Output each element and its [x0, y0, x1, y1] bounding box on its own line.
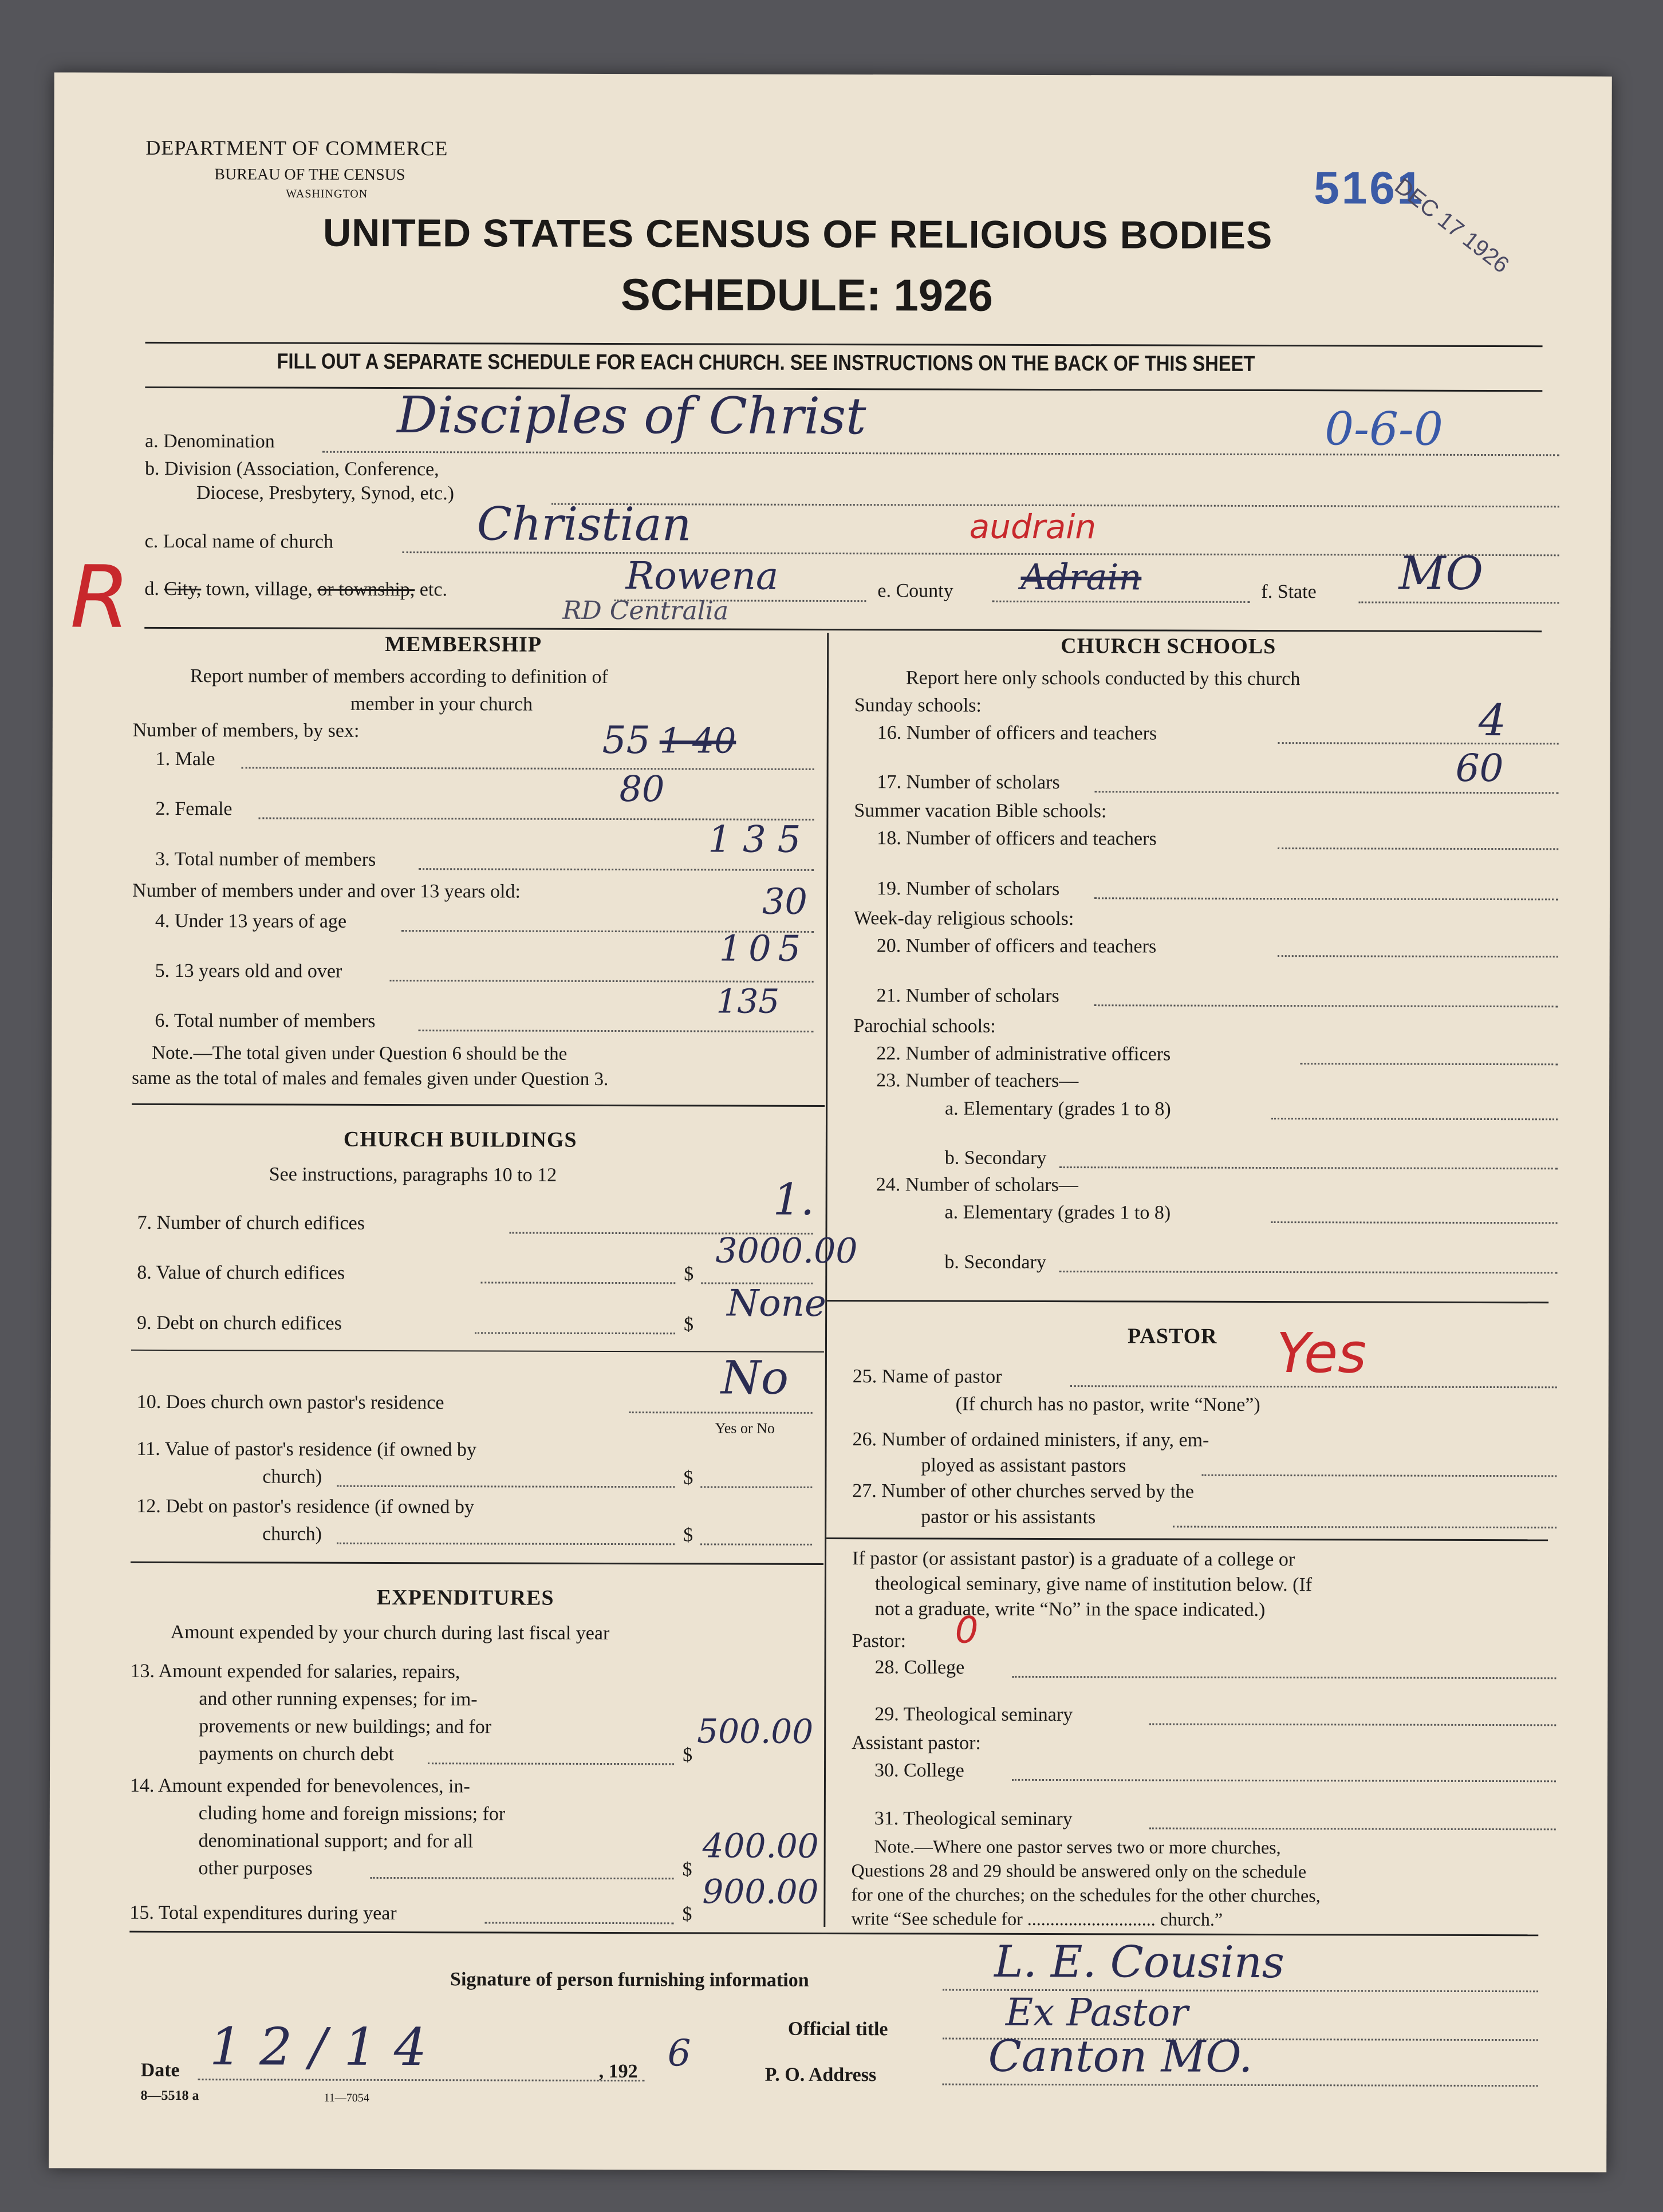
column-divider	[823, 633, 829, 1927]
q16-value[interactable]: 4	[1478, 694, 1507, 746]
q4-label: 4. Under 13 years of age	[155, 910, 347, 932]
q12-amount-line	[700, 1543, 812, 1545]
summer-schools-label: Summer vacation Bible schools:	[854, 800, 1107, 822]
graduate-instruction: If pastor (or assistant pastor) is a graduate of a college or	[852, 1548, 1295, 1571]
q19-line	[1094, 897, 1558, 900]
q26-line	[1201, 1474, 1556, 1477]
q6-line	[418, 1030, 813, 1032]
form-title: UNITED STATES CENSUS OF RELIGIOUS BODIES	[322, 211, 1273, 258]
buildings-intro: See instructions, paragraphs 10 to 12	[269, 1164, 557, 1186]
q12-label: 12. Debt on pastor's residence (if owned by	[136, 1495, 474, 1518]
q12-dollar: $	[683, 1524, 693, 1546]
q8-line	[480, 1282, 675, 1284]
q14-label-4: other purposes	[198, 1858, 313, 1879]
q22-line	[1300, 1063, 1558, 1065]
buildings-heading: CHURCH BUILDINGS	[343, 1127, 577, 1152]
q8-value[interactable]: 3000.00	[715, 1231, 858, 1272]
town-label-city: City,	[164, 578, 202, 600]
q10-value[interactable]: No	[720, 1351, 789, 1405]
q24-label: 24. Number of scholars—	[876, 1174, 1078, 1196]
q19-label: 19. Number of scholars	[877, 878, 1060, 900]
print-number: 11—7054	[324, 2091, 369, 2104]
schools-intro: Report here only schools conducted by this church	[905, 667, 1301, 690]
state-line	[1358, 601, 1559, 604]
pastor-label: Pastor:	[852, 1630, 907, 1652]
expenditures-intro: Amount expended by your church during last fiscal year	[170, 1621, 610, 1644]
q1-line	[242, 767, 814, 770]
q1-struck-value: 1 40	[659, 721, 736, 762]
q29-label: 29. Theological seminary	[874, 1704, 1073, 1726]
date-year-prefix: , 192	[598, 2060, 638, 2083]
q17-value[interactable]: 60	[1455, 746, 1504, 791]
q18-label: 18. Number of officers and teachers	[877, 827, 1157, 850]
q13-label: 13. Amount expended for salaries, repairs,	[130, 1660, 460, 1683]
q15-label: 15. Total expenditures during year	[129, 1902, 397, 1925]
po-address-line	[943, 2084, 1538, 2087]
date-label: Date	[140, 2059, 180, 2081]
town-value-2: RD Centralia	[562, 596, 729, 626]
schools-divider	[827, 1300, 1548, 1303]
q13-line	[428, 1762, 674, 1765]
denomination-code: 0-6-0	[1325, 402, 1444, 456]
q28-line	[1012, 1676, 1556, 1679]
schools-heading: CHURCH SCHOOLS	[1061, 634, 1276, 659]
q24a-line	[1271, 1221, 1558, 1224]
pastor-note-4: write “See schedule for ............................ church.”	[851, 1908, 1223, 1930]
po-address-label: P. O. Address	[764, 2064, 877, 2086]
q30-line	[1012, 1779, 1556, 1782]
q3-value[interactable]: 135	[708, 818, 813, 861]
local-name-label: c. Local name of church	[144, 530, 334, 553]
official-title-label: Official title	[787, 2018, 888, 2040]
q10-line	[629, 1411, 813, 1414]
q24b-line	[1059, 1271, 1557, 1273]
received-date-stamp: DEC 17 1926	[1390, 173, 1514, 278]
graduate-instruction-2: theological seminary, give name of institution below. (If	[874, 1573, 1313, 1596]
section-divider-bottom	[129, 1931, 1538, 1936]
q2-value[interactable]: 80	[619, 768, 665, 810]
q23b-label: b. Secondary	[944, 1147, 1047, 1169]
q9-dollar: $	[684, 1314, 694, 1335]
date-line	[198, 2079, 645, 2081]
q14-label: 14. Amount expended for benevolences, in-	[129, 1775, 470, 1797]
pastor-note-2: Questions 28 and 29 should be answered only on the schedule	[851, 1860, 1307, 1882]
bureau-name: BUREAU OF THE CENSUS	[214, 165, 405, 184]
q14-label-2: cluding home and foreign missions; for	[198, 1803, 506, 1825]
pastor-note: Note.—Where one pastor serves two or more churches,	[874, 1836, 1281, 1858]
q1-value[interactable]: 55	[602, 717, 651, 763]
form-number: 8—5518 a	[140, 2088, 199, 2104]
q13-dollar: $	[683, 1744, 693, 1766]
county-correction: audrain	[969, 507, 1097, 547]
q25-hint: (If church has no pastor, write “None”)	[955, 1393, 1260, 1415]
q3-label: 3. Total number of members	[155, 848, 376, 870]
parochial-schools-label: Parochial schools:	[853, 1015, 996, 1037]
section-divider-top	[144, 627, 1542, 632]
q11-line	[337, 1485, 675, 1488]
q12-label-cont: church)	[262, 1523, 322, 1545]
town-value[interactable]: Rowena	[625, 554, 779, 598]
q5-label: 5. 13 years old and over	[155, 960, 342, 982]
membership-note-cont: same as the total of males and females given under Question 3.	[132, 1067, 609, 1090]
q20-label: 20. Number of officers and teachers	[876, 935, 1157, 957]
town-label	[144, 575, 447, 604]
signature-label: Signature of person furnishing information	[450, 1969, 809, 1991]
official-title-value[interactable]: Ex Pastor	[1005, 1990, 1188, 2035]
q24a-label: a. Elementary (grades 1 to 8)	[944, 1201, 1171, 1224]
denomination-value[interactable]: Disciples of Christ	[397, 385, 866, 446]
q23a-label: a. Elementary (grades 1 to 8)	[945, 1098, 1171, 1120]
division-label: b. Division (Association, Conference,	[144, 458, 439, 480]
q1-label: 1. Male	[155, 748, 215, 770]
q29-line	[1149, 1723, 1556, 1726]
members-by-sex-label: Number of members, by sex:	[132, 719, 360, 742]
q25-line	[1070, 1385, 1557, 1388]
q17-label: 17. Number of scholars	[877, 771, 1060, 794]
q13-label-2: and other running expenses; for im-	[199, 1688, 478, 1710]
q18-line	[1278, 847, 1558, 850]
q10-label: 10. Does church own pastor's residence	[136, 1391, 444, 1414]
assistant-pastor-label: Assistant pastor:	[852, 1732, 981, 1754]
pastor-heading: PASTOR	[1127, 1324, 1217, 1349]
po-address-value[interactable]: Canton MO.	[988, 2030, 1253, 2082]
q14-dollar: $	[682, 1859, 692, 1880]
q10-hint: Yes or No	[715, 1420, 775, 1437]
membership-intro-cont: member in your church	[350, 693, 533, 715]
q22-label: 22. Number of administrative officers	[876, 1043, 1171, 1065]
q21-line	[1094, 1004, 1558, 1007]
q25-label: 25. Name of pastor	[852, 1366, 1002, 1387]
sunday-schools-label: Sunday schools:	[854, 695, 982, 716]
census-schedule-sheet	[49, 72, 1612, 2172]
q21-label: 21. Number of scholars	[876, 985, 1059, 1007]
q4-value[interactable]: 30	[762, 880, 808, 922]
local-name-value[interactable]: Christian	[476, 497, 692, 551]
membership-heading: MEMBERSHIP	[385, 632, 542, 657]
q20-line	[1278, 955, 1558, 957]
department-name: DEPARTMENT OF COMMERCE	[145, 136, 448, 160]
q9-label: 9. Debt on church edifices	[137, 1312, 342, 1334]
q9-divider	[131, 1350, 824, 1353]
q24b-label: b. Secondary	[944, 1251, 1046, 1273]
q31-line	[1149, 1827, 1556, 1830]
membership-divider	[132, 1103, 825, 1107]
county-label: e. County	[877, 580, 953, 602]
local-name-line	[403, 551, 1559, 556]
q9-line	[475, 1332, 675, 1334]
division-label-cont: Diocese, Presbytery, Synod, etc.)	[196, 482, 454, 504]
date-year-value[interactable]: 6	[667, 2032, 691, 2075]
q6-label: 6. Total number of members	[155, 1010, 376, 1032]
q11-dollar: $	[683, 1467, 693, 1489]
pastor-grad-value[interactable]: 0	[955, 1609, 979, 1652]
city-name: WASHINGTON	[286, 187, 368, 200]
q8-label: 8. Value of church edifices	[137, 1261, 345, 1284]
form-subtitle: SCHEDULE: 1926	[620, 269, 994, 321]
denomination-label: a. Denomination	[145, 430, 275, 452]
q3-line	[419, 868, 814, 871]
expenditures-heading: EXPENDITURES	[376, 1585, 554, 1610]
county-value[interactable]: Adrain	[1020, 555, 1142, 598]
date-value[interactable]: 12/14	[209, 2017, 444, 2078]
q11-label-cont: church)	[262, 1466, 322, 1488]
q27-line	[1173, 1526, 1556, 1529]
town-label-etc: etc.	[419, 579, 448, 601]
q15-value[interactable]: 900.00	[702, 1872, 819, 1911]
q23-label: 23. Number of teachers—	[876, 1070, 1079, 1092]
graduate-instruction-3: not a graduate, write “No” in the space indicated.)	[874, 1598, 1266, 1620]
q26-label-cont: ployed as assistant pastors	[921, 1454, 1126, 1477]
town-label-d: d.	[144, 578, 159, 600]
town-label-or: or township,	[317, 578, 415, 601]
membership-intro: Report number of members according to definition of	[190, 665, 608, 688]
q30-label: 30. College	[874, 1760, 964, 1781]
q13-value[interactable]: 500.00	[697, 1712, 814, 1751]
town-label-mid: town, village,	[206, 578, 313, 600]
margin-mark-r: R	[70, 547, 130, 648]
q26-label: 26. Number of ordained ministers, if any, em-	[852, 1429, 1209, 1451]
pastor-divider	[826, 1537, 1548, 1541]
q12-line	[337, 1543, 675, 1545]
q8-dollar: $	[684, 1263, 694, 1285]
q17-line	[1095, 791, 1559, 794]
q13-label-4: payments on church debt	[199, 1743, 395, 1765]
q28-label: 28. College	[874, 1657, 965, 1678]
q25-value[interactable]: Yes	[1276, 1321, 1367, 1386]
weekday-schools-label: Week-day religious schools:	[853, 908, 1074, 930]
q15-line	[484, 1922, 673, 1924]
q5-value[interactable]: 105	[719, 927, 808, 969]
q27-label: 27. Number of other churches served by the	[852, 1480, 1195, 1503]
members-by-age-label: Number of members under and over 13 years old:	[132, 880, 521, 902]
signature-value[interactable]: L. E. Cousins	[994, 1935, 1284, 1988]
q7-label: 7. Number of church edifices	[137, 1212, 365, 1234]
q6-value[interactable]: 135	[716, 981, 780, 1021]
q7-value[interactable]: 1.	[773, 1173, 815, 1225]
stamp-number: 5161	[1314, 162, 1425, 214]
q27-label-cont: pastor or his assistants	[921, 1506, 1096, 1528]
q14-line	[371, 1877, 674, 1879]
q2-label: 2. Female	[155, 798, 232, 820]
buildings-divider	[131, 1562, 823, 1565]
q9-value[interactable]: None	[727, 1282, 826, 1325]
q11-amount-line	[700, 1486, 812, 1488]
q31-label: 31. Theological seminary	[874, 1808, 1073, 1830]
q23a-line	[1271, 1118, 1558, 1120]
state-label: f. State	[1261, 581, 1317, 603]
county-line	[992, 601, 1250, 603]
pastor-note-3: for one of the churches; on the schedules for the other churches,	[851, 1884, 1321, 1906]
q14-value[interactable]: 400.00	[702, 1826, 819, 1866]
q16-line	[1278, 742, 1559, 744]
q15-dollar: $	[682, 1903, 692, 1925]
q13-label-3: provements or new buildings; and for	[199, 1716, 492, 1738]
q14-label-3: denominational support; and for all	[198, 1830, 474, 1852]
q23b-line	[1059, 1166, 1558, 1169]
q16-label: 16. Number of officers and teachers	[877, 722, 1157, 744]
q11-label: 11. Value of pastor's residence (if owned by	[136, 1438, 476, 1461]
state-value[interactable]: MO	[1398, 546, 1484, 600]
header-rule-top	[145, 342, 1543, 347]
separate-schedule-instruction: FILL OUT A SEPARATE SCHEDULE FOR EACH CHURCH. SEE INSTRUCTIONS ON THE BACK OF THIS SHEET	[277, 349, 1255, 376]
membership-note: Note.—The total given under Question 6 should be the	[152, 1042, 568, 1064]
